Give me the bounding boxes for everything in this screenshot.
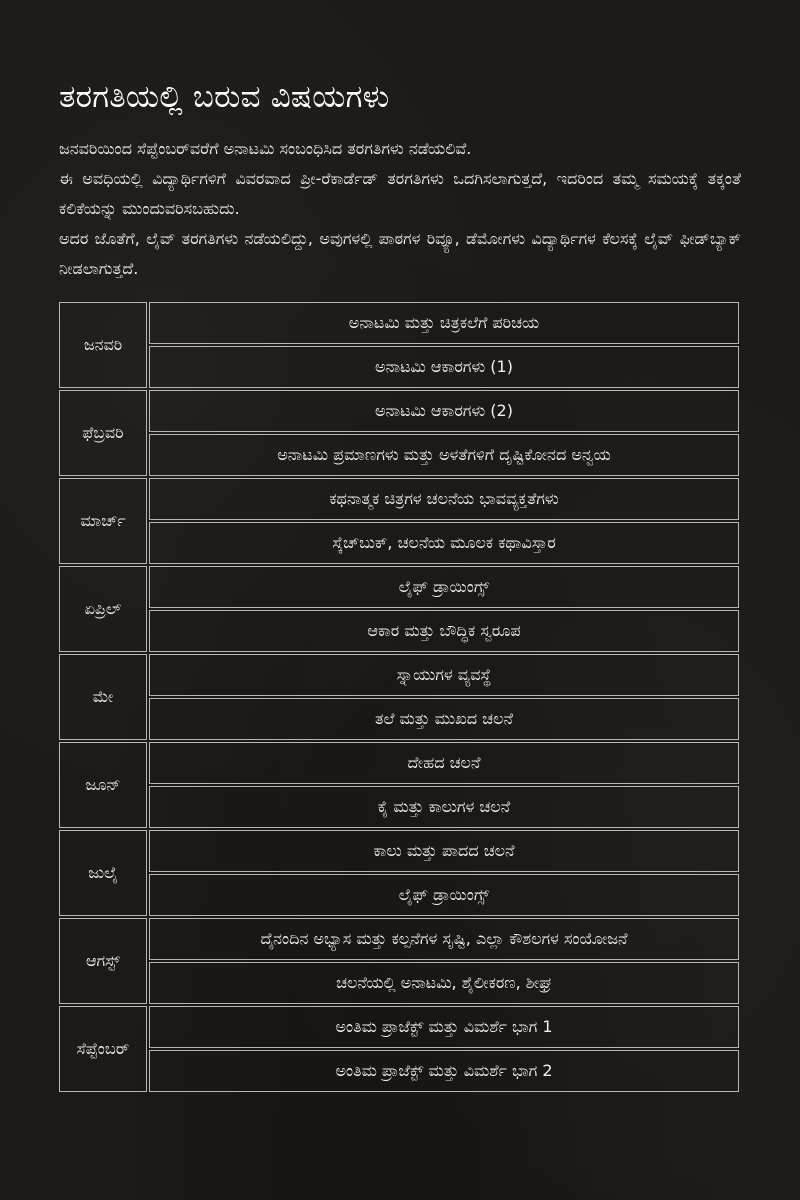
topic-cell: ಅನಾಟಮಿ ಪ್ರಮಾಣಗಳು ಮತ್ತು ಅಳತೆಗಳಿಗೆ ದೃಷ್ಟಿಕೋನದ ಅನ್ವಯ bbox=[149, 434, 739, 476]
table-row bbox=[59, 1006, 739, 1048]
table-row bbox=[59, 610, 739, 652]
topic-cell: ಕೈ ಮತ್ತು ಕಾಲುಗಳ ಚಲನೆ bbox=[149, 786, 739, 828]
table-row bbox=[59, 522, 739, 564]
table-row bbox=[59, 742, 739, 784]
table-row bbox=[59, 698, 739, 740]
table-row bbox=[59, 786, 739, 828]
table-row bbox=[59, 874, 739, 916]
topic-cell: ಅನಾಟಮಿ ಆಕಾರಗಳು (1) bbox=[149, 346, 739, 388]
topic-cell: ತಲೆ ಮತ್ತು ಮುಖದ ಚಲನೆ bbox=[149, 698, 739, 740]
schedule-group-january bbox=[59, 302, 739, 1092]
month-cell: ಸೆಪ್ಟೆಂಬರ್ bbox=[59, 1006, 147, 1092]
topic-cell: ಅನಾಟಮಿ ಮತ್ತು ಚಿತ್ರಕಲೆಗೆ ಪರಿಚಯ bbox=[149, 302, 739, 344]
topic-cell: ಅಂತಿಮ ಪ್ರಾಜೆಕ್ಟ್ ಮತ್ತು ವಿಮರ್ಶೆ ಭಾಗ 2 bbox=[149, 1050, 739, 1092]
topic-cell: ಆಕಾರ ಮತ್ತು ಬೌದ್ಧಿಕ ಸ್ವರೂಪ bbox=[149, 610, 739, 652]
month-cell: ಮಾರ್ಚ್ bbox=[59, 478, 147, 564]
topic-cell: ದೈನಂದಿನ ಅಭ್ಯಾಸ ಮತ್ತು ಕಲ್ಪನೆಗಳ ಸೃಷ್ಟಿ, ಎಲ್ಲಾ ಕೌಶಲಗಳ ಸಂಯೋಜನೆ bbox=[149, 918, 739, 960]
month-cell: ಜುಲೈ bbox=[59, 830, 147, 916]
intro-paragraph: ಜನವರಿಯಿಂದ ಸೆಪ್ಟೆಂಬರ್‌ವರೆಗೆ ಅನಾಟಮಿ ಸಂಬಂಧಿಸಿದ ತರಗತಿಗಳು ನಡೆಯಲಿವೆ. bbox=[59, 139, 472, 158]
table-row bbox=[59, 566, 739, 608]
topic-cell: ಸ್ನಾಯುಗಳ ವ್ಯವಸ್ಥೆ bbox=[149, 654, 739, 696]
topic-cell: ಚಲನೆಯಲ್ಲಿ ಅನಾಟಮಿ, ಶೈಲೀಕರಣ, ಶೀಘ್ರ bbox=[149, 962, 739, 1004]
table-row bbox=[59, 654, 739, 696]
topic-cell: ಅಂತಿಮ ಪ್ರಾಜೆಕ್ಟ್ ಮತ್ತು ವಿಮರ್ಶೆ ಭಾಗ 1 bbox=[149, 1006, 739, 1048]
intro-text bbox=[59, 134, 741, 284]
month-cell: ಮೇ bbox=[59, 654, 147, 740]
intro-paragraph: ಈ ಅವಧಿಯಲ್ಲಿ ವಿದ್ಯಾರ್ಥಿಗಳಿಗೆ ವಿವರವಾದ ಪ್ರೀ-ರೆಕಾರ್ಡೆಡ್ ತರಗತಿಗಳು ಒದಗಿಸಲಾಗುತ್ತದೆ, ಇದರಿಂದ ತಮ್ಮ ಸಮಯಕ್ಕೆ ತಕ್ಕಂತೆ ಕಲಿಕೆಯನ್ನು ಮುಂದುವರಿಸಬಹುದು. bbox=[59, 169, 741, 218]
topic-cell: ಕಾಲು ಮತ್ತು ಪಾದದ ಚಲನೆ bbox=[149, 830, 739, 872]
month-cell: ಜೂನ್ bbox=[59, 742, 147, 828]
page-title: ತರಗತಿಯಲ್ಲಿ ಬರುವ ವಿಷಯಗಳು bbox=[59, 79, 390, 115]
topic-cell: ಲೈಫ್ ಡ್ರಾಯಿಂಗ್ಸ್ bbox=[149, 874, 739, 916]
month-cell: ಜನವರಿ bbox=[59, 302, 147, 388]
table-row bbox=[59, 962, 739, 1004]
table-row bbox=[59, 918, 739, 960]
schedule-table bbox=[57, 300, 741, 1094]
topic-cell: ಅನಾಟಮಿ ಆಕಾರಗಳು (2) bbox=[149, 390, 739, 432]
month-cell: ಆಗಸ್ಟ್ bbox=[59, 918, 147, 1004]
table-row bbox=[59, 346, 739, 388]
topic-cell: ದೇಹದ ಚಲನೆ bbox=[149, 742, 739, 784]
intro-paragraph: ಅದರ ಜೊತೆಗೆ, ಲೈವ್ ತರಗತಿಗಳು ನಡೆಯಲಿದ್ದು, ಅವುಗಳಲ್ಲಿ ಪಾಠಗಳ ರಿವ್ಯೂ, ಡೆಮೋಗಳು ವಿದ್ಯಾರ್ಥಿಗಳ ಕೆಲಸಕ್ಕೆ ಲೈವ್ ಫೀಡ್‌ಬ್ಯಾಕ್ ನೀಡಲಾಗುತ್ತದೆ. bbox=[59, 229, 741, 278]
month-cell: ಏಪ್ರಿಲ್ bbox=[59, 566, 147, 652]
topic-cell: ಲೈಫ್ ಡ್ರಾಯಿಂಗ್ಸ್ bbox=[149, 566, 739, 608]
month-cell: ಫೆಬ್ರವರಿ bbox=[59, 390, 147, 476]
table-row bbox=[59, 302, 739, 344]
topic-cell: ಸ್ಕೆಚ್‌ಬುಕ್, ಚಲನೆಯ ಮೂಲಕ ಕಥಾವಿಸ್ತಾರ bbox=[149, 522, 739, 564]
table-row bbox=[59, 1050, 739, 1092]
table-row bbox=[59, 390, 739, 432]
table-row bbox=[59, 478, 739, 520]
table-row bbox=[59, 830, 739, 872]
topic-cell: ಕಥನಾತ್ಮಕ ಚಿತ್ರಗಳ ಚಲನೆಯ ಭಾವವ್ಯಕ್ತತೆಗಳು bbox=[149, 478, 739, 520]
table-row bbox=[59, 434, 739, 476]
